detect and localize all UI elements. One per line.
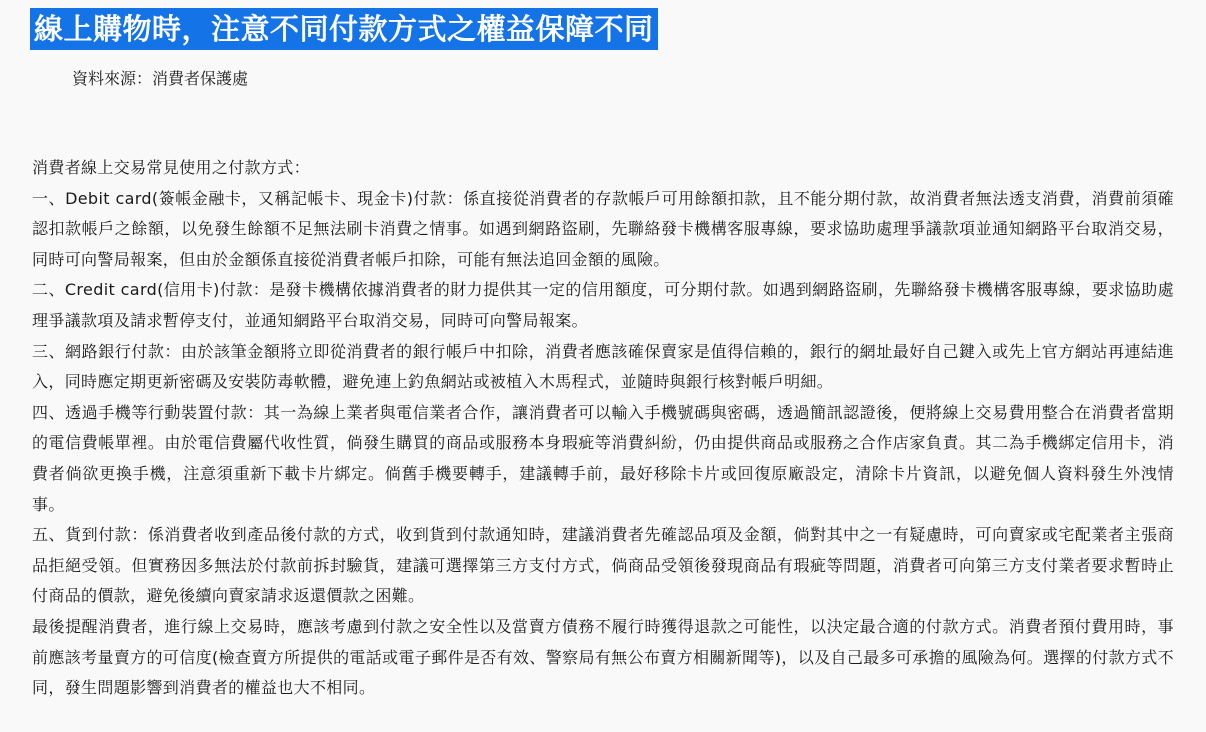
article-source: 資料來源：消費者保護處	[72, 69, 249, 88]
article-body	[32, 153, 1174, 704]
paragraph-cash-on-delivery: 五、貨到付款：係消費者收到產品後付款的方式，收到貨到付款通知時，建議消費者先確認品項及金額，倘對其中之一有疑慮時，可向賣家或宅配業者主張商品拒絕受領。但實務因多無法於付款前拆封驗貨，建議可選擇第三方支付方式，倘商品受領後發現商品有瑕疵等問題，消費者可向第三方支付業者要求暫時止付商品的價款，避免後續向賣家請求返還價款之困難。	[32, 525, 1174, 606]
paragraph-intro: 消費者線上交易常見使用之付款方式：	[32, 158, 310, 177]
paragraph-debit-card: 一、Debit card(簽帳金融卡，又稱記帳卡、現金卡)付款：係直接從消費者的存款帳戶可用餘額扣款，且不能分期付款，故消費者無法透支消費，消費前須確認扣款帳戶之餘額，以免發生餘額不足無法刷卡消費之情事。如遇到網路盜刷，先聯絡發卡機構客服專線，要求協助處理爭議款項並通知網路平台取消交易，同時可向警局報案，但由於金額係直接從消費者帳戶扣除，可能有無法追回金額的風險。	[32, 188, 1174, 269]
paragraph-final-reminder: 最後提醒消費者，進行線上交易時，應該考慮到付款之安全性以及當賣方債務不履行時獲得退款之可能性，以決定最合適的付款方式。消費者預付費用時，事前應該考量賣方的可信度(檢查賣方所提供的電話或電子郵件是否有效、警察局有無公布賣方相關新聞等)，以及自己最多可承擔的風險為何。選擇的付款方式不同，發生問題影響到消費者的權益也大不相同。	[32, 616, 1174, 698]
article-title: 線上購物時，注意不同付款方式之權益保障不同	[30, 8, 658, 50]
paragraph-mobile-payment: 四、透過手機等行動裝置付款：其一為線上業者與電信業者合作，讓消費者可以輸入手機號碼與密碼，透過簡訊認證後，便將線上交易費用整合在消費者當期的電信費帳單裡。由於電信費屬代收性質，倘發生購買的商品或服務本身瑕疵等消費糾紛，仍由提供商品或服務之合作店家負責。其二為手機綁定信用卡，消費者倘欲更換手機，注意須重新下載卡片綁定。倘舊手機要轉手，建議轉手前，最好移除卡片或回復原廠設定，清除卡片資訊，以避免個人資料發生外洩情事。	[32, 402, 1174, 514]
paragraph-credit-card: 二、Credit card(信用卡)付款：是發卡機構依據消費者的財力提供其一定的信用額度，可分期付款。如遇到網路盜刷，先聯絡發卡機構客服專線，要求協助處理爭議款項及請求暫停支付，並通知網路平台取消交易，同時可向警局報案。	[32, 280, 1174, 330]
paragraph-online-banking: 三、網路銀行付款：由於該筆金額將立即從消費者的銀行帳戶中扣除，消費者應該確保賣家是值得信賴的，銀行的網址最好自己鍵入或先上官方網站再連結進入，同時應定期更新密碼及安裝防毒軟體，避免連上釣魚網站或被植入木馬程式，並隨時與銀行核對帳戶明細。	[32, 341, 1174, 392]
